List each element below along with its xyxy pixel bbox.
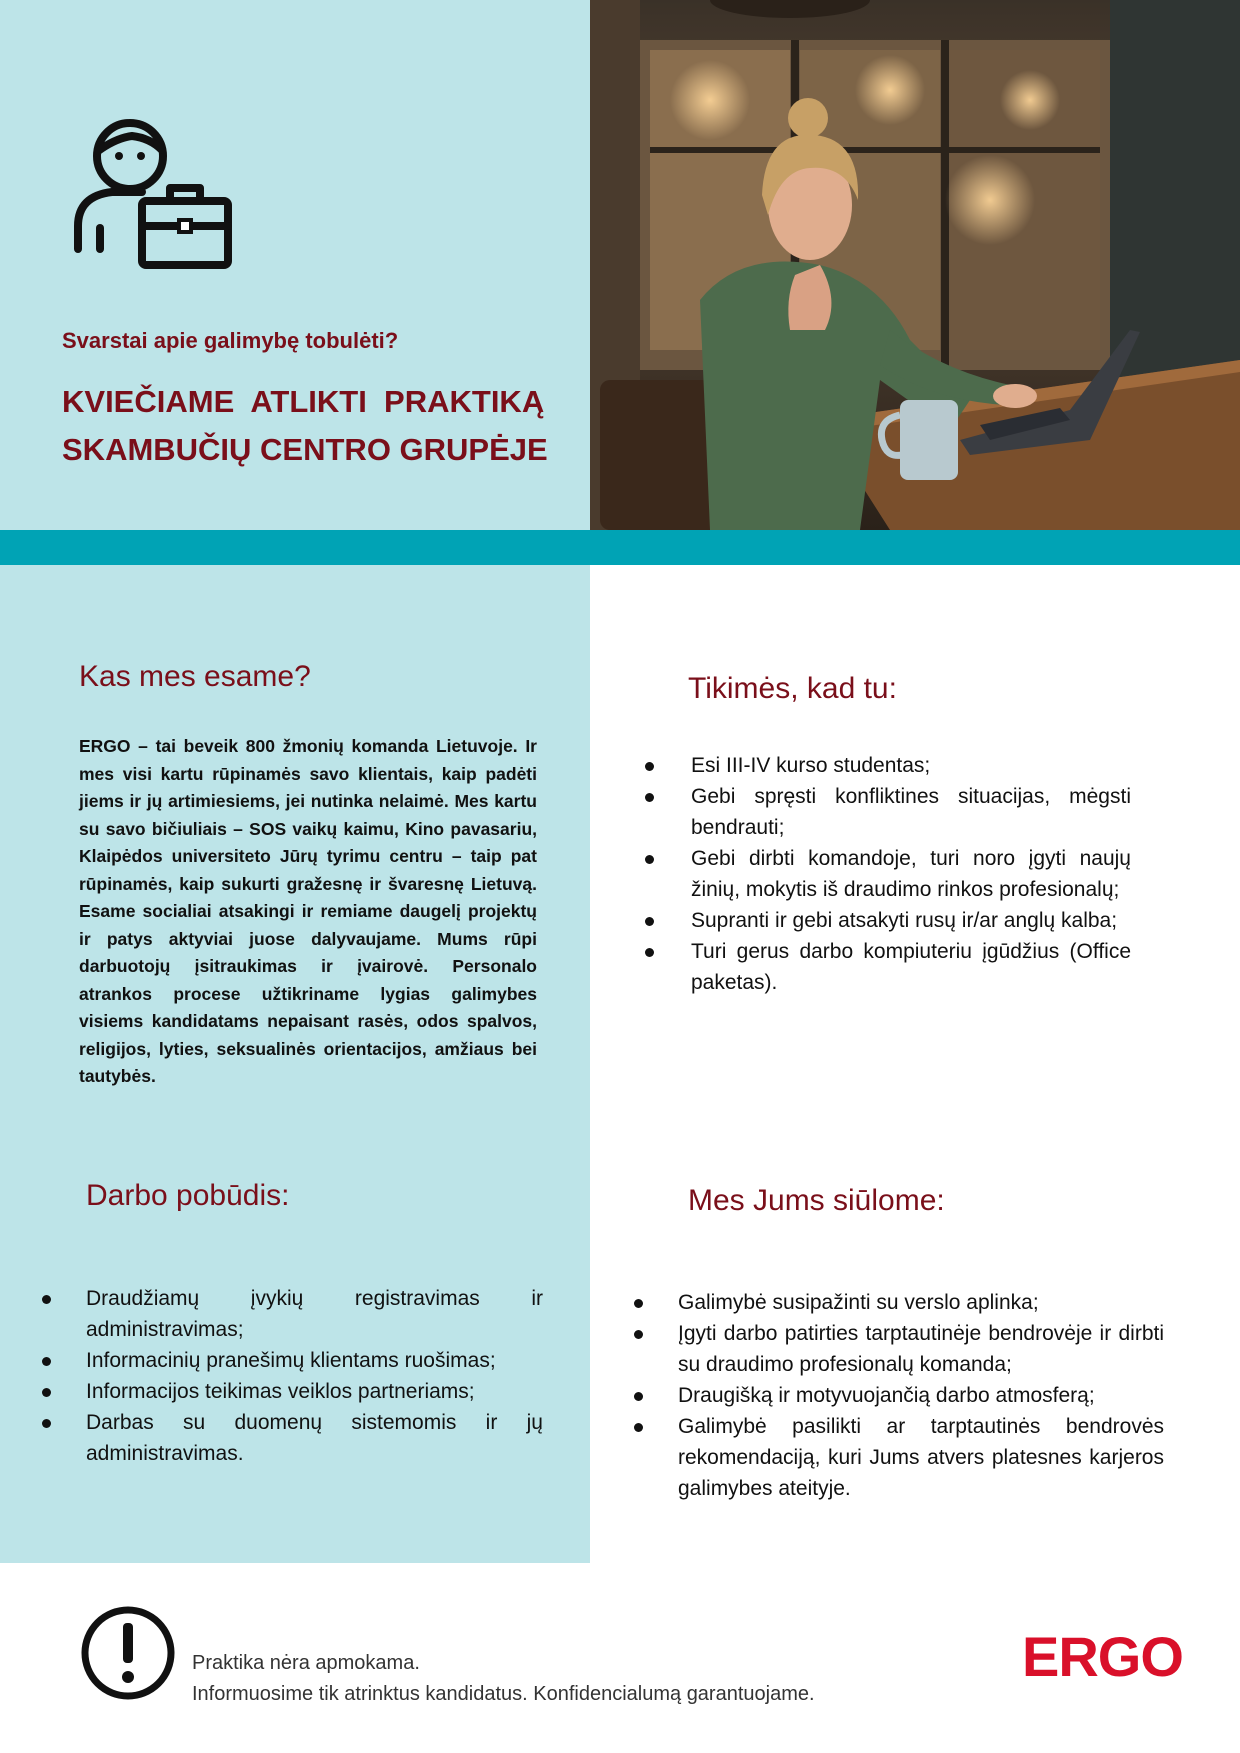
bullet-icon (645, 793, 654, 802)
list-item: Galimybė susipažinti su verslo aplinka; (678, 1287, 1164, 1318)
about-title: Kas mes esame? (79, 660, 311, 693)
work-title: Darbo pobūdis: (86, 1179, 290, 1212)
bullet-icon (42, 1295, 51, 1304)
list-item: Draugišką ir motyvuojančią darbo atmosferą; (678, 1380, 1164, 1411)
headline-line-2: SKAMBUČIŲ CENTRO GRUPĖJE (62, 432, 548, 467)
about-text: ERGO – tai beveik 800 žmonių komanda Lietuvoje. Ir mes visi kartu rūpinamės savo klientais, kaip padėti jiems ir jų artimiesiems, jei nutinka nelaimė. Mes kartu su savo bičiuliais – SOS vaikų kaimu, Kino pavasariu, Klaipėdos universiteto Jūrų tyrimu centru – taip pat rūpinamės, kaip sukurti gražesnę ir švaresnę Lietuvą. Esame socialiai atsakingi ir remiame daugelį projektų ir patys aktyviai juose dalyvaujame. Mums rūpi darbuotojų įsitraukimas ir įvairovė. Personalo atrankos procese užtikriname lygias galimybes visiems kandidatams nepaisant rasės, odos spalvos, religijos, lyties, seksualinės orientacijos, amžiaus bei tautybės. (79, 736, 537, 1086)
headline-line-1: KVIEČIAME ATLIKTI PRAKTIKĄ (62, 384, 545, 419)
footer-note (192, 1648, 815, 1710)
offer-list (678, 1287, 1164, 1504)
list-item: Turi gerus darbo kompiuteriu įgūdžius (Office paketas). (691, 936, 1131, 998)
list-item: Gebi spręsti konfliktines situacijas, mėgsti bendrauti; (691, 781, 1131, 843)
requirements-title: Tikimės, kad tu: (688, 672, 897, 705)
list-item: Draudžiamų įvykių registravimas ir administravimas; (86, 1283, 543, 1345)
ergo-logo: ERGO (1022, 1625, 1183, 1688)
bullet-icon (645, 948, 654, 957)
exclamation-circle-icon (80, 1605, 176, 1706)
footer-line-1: Praktika nėra apmokama. (192, 1652, 420, 1674)
work-list (86, 1283, 543, 1469)
list-item: Gebi dirbti komandoje, turi noro įgyti naujų žinių, mokytis iš draudimo rinkos profesionalų; (691, 843, 1131, 905)
list-item: Darbas su duomenų sistemomis ir jų administravimas. (86, 1407, 543, 1469)
subtitle: Svarstai apie galimybę tobulėti? (62, 328, 399, 353)
bullet-icon (634, 1423, 643, 1432)
bullet-icon (645, 762, 654, 771)
bullet-icon (634, 1299, 643, 1308)
person-with-briefcase-icon (72, 116, 236, 277)
teal-divider-band (0, 530, 1240, 565)
list-item: Informacinių pranešimų klientams ruošimas; (86, 1345, 543, 1376)
bullet-icon (645, 917, 654, 926)
bullet-icon (42, 1388, 51, 1397)
bullet-icon (42, 1357, 51, 1366)
bullet-icon (42, 1419, 51, 1428)
bullet-icon (634, 1392, 643, 1401)
list-item: Supranti ir gebi atsakyti rusų ir/ar anglų kalba; (691, 905, 1131, 936)
list-item: Galimybė pasilikti ar tarptautinės bendrovės rekomendaciją, kuri Jums atvers platesnes karjeros galimybes ateityje. (678, 1411, 1164, 1504)
list-item: Informacijos teikimas veiklos partneriams; (86, 1376, 543, 1407)
list-item: Esi III-IV kurso studentas; (691, 750, 1131, 781)
headline (62, 378, 582, 474)
bullet-icon (645, 855, 654, 864)
requirements-list (691, 750, 1131, 998)
offer-title: Mes Jums siūlome: (688, 1184, 945, 1217)
bullet-icon (634, 1330, 643, 1339)
footer-line-2: Informuosime tik atrinktus kandidatus. Konfidencialumą garantuojame. (192, 1683, 815, 1705)
woman-working-on-laptop-photo (590, 0, 1240, 530)
list-item: Įgyti darbo patirties tarptautinėje bendrovėje ir dirbti su draudimo profesionalų komanda; (678, 1318, 1164, 1380)
